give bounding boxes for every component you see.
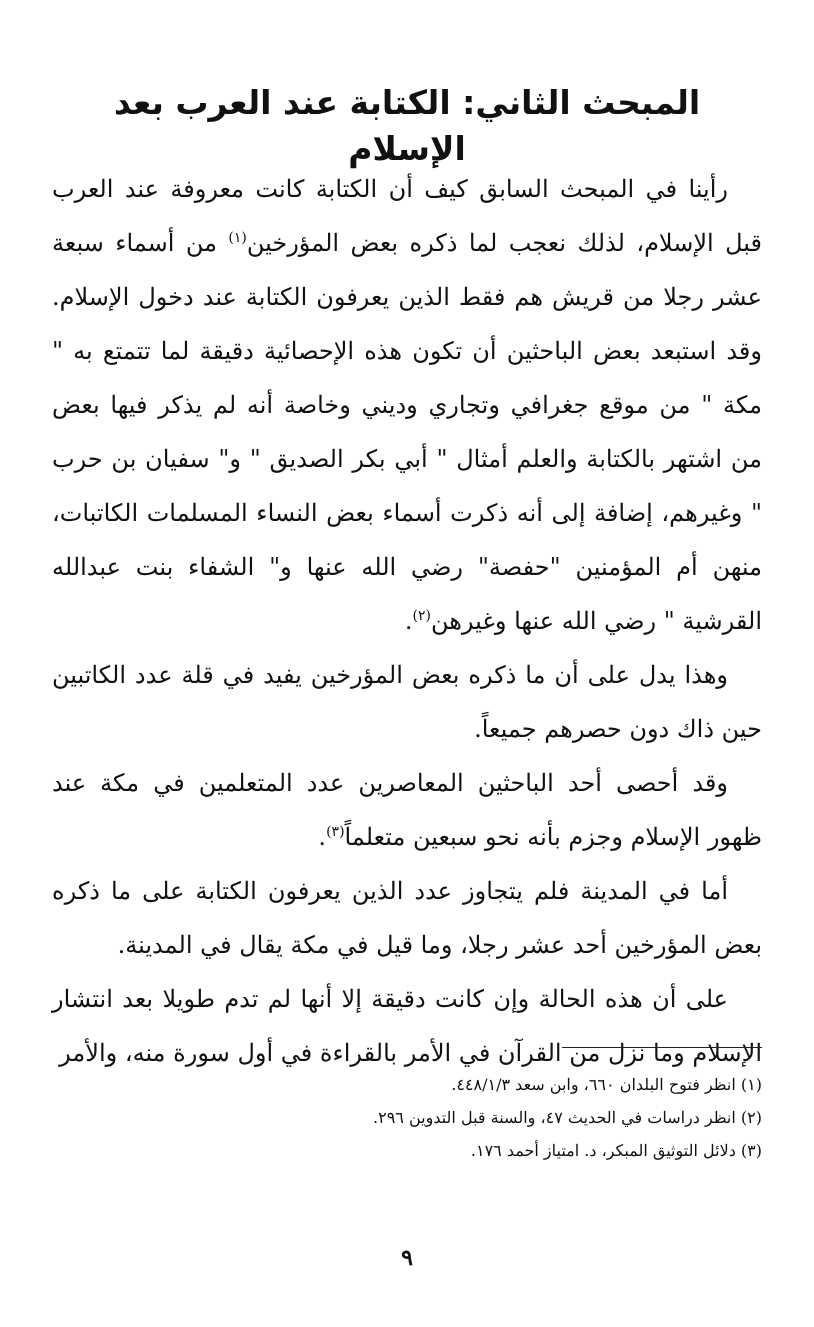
paragraph-1-text-a: رأينا في المبحث السابق كيف أن الكتابة كانت معروفة عند العرب قبل الإسلام، لذلك نعجب لما ذكره بعض المؤرخين: [52, 175, 763, 257]
body-text: [52, 162, 762, 1080]
paragraph-2: وهذا يدل على أن ما ذكره بعض المؤرخين يفيد في قلة عدد الكاتبين حين ذاك دون حصرهم جميعاً.: [52, 661, 762, 743]
footnote-1: (١) انظر فتوح البلدان ٦٦٠، وابن سعد ٤٤٨/١/٣.: [451, 1075, 762, 1094]
paragraph-5: على أن هذه الحالة وإن كانت دقيقة إلا أنها لم تدم طويلا بعد انتشار الإسلام وما نزل من القرآن في الأمر بالقراءة في أول سورة منه، والأمر: [52, 985, 762, 1067]
paragraph-3: [52, 756, 762, 864]
paragraph-1-text-b: من أسماء سبعة عشر رجلا من قريش هم فقط الذين يعرفون الكتابة عند دخول الإسلام. وقد استبعد بعض الباحثين أن تكون هذه الإحصائية دقيقة لما تتمتع به " مكة " من موقع جغرافي وتجاري وديني وخاصة أنه لم يذكر فيها بعض من اشتهر بالكتابة والعلم أمثال " أبي بكر الصديق " و" سفيان بن حرب " وغيرهم، إضافة إلى أنه ذكرت أسماء بعض النساء المسلمات الكاتبات، منهن أم المؤمنين "حفصة" رضي الله عنها و" الشفاء بنت عبدالله القرشية " رضي الله عنها وغيرهن: [52, 229, 762, 635]
footnote-divider: [562, 1047, 762, 1048]
footnote-2: (٢) انظر دراسات في الحديث ٤٧، والسنة قبل التدوين ٢٩٦.: [373, 1108, 762, 1127]
book-page: [52, 0, 762, 1327]
paragraph-1-text-c: .: [404, 607, 413, 635]
footnote-ref-3: (٣): [326, 824, 345, 840]
paragraph-3-text-a: وقد أحصى أحد الباحثين المعاصرين عدد المتعلمين في مكة عند ظهور الإسلام وجزم بأنه نحو سبعين متعلماً: [52, 769, 762, 851]
footnote-ref-2: (٢): [412, 608, 431, 624]
paragraph-3-text-b: .: [318, 823, 327, 851]
footnote-ref-1: (١): [228, 230, 247, 246]
paragraph-4: أما في المدينة فلم يتجاوز عدد الذين يعرفون الكتابة على ما ذكره بعض المؤرخين أحد عشر رجلا، وما قيل في مكة يقال في المدينة.: [52, 877, 762, 959]
page-number: ٩: [401, 1245, 413, 1271]
section-heading: المبحث الثاني: الكتابة عند العرب بعد الإسلام: [113, 83, 701, 168]
paragraph-1: [52, 162, 762, 648]
footnote-3: (٣) دلائل التوثيق المبكر، د. امتياز أحمد ١٧٦.: [470, 1141, 762, 1160]
footnotes: [52, 1068, 762, 1167]
